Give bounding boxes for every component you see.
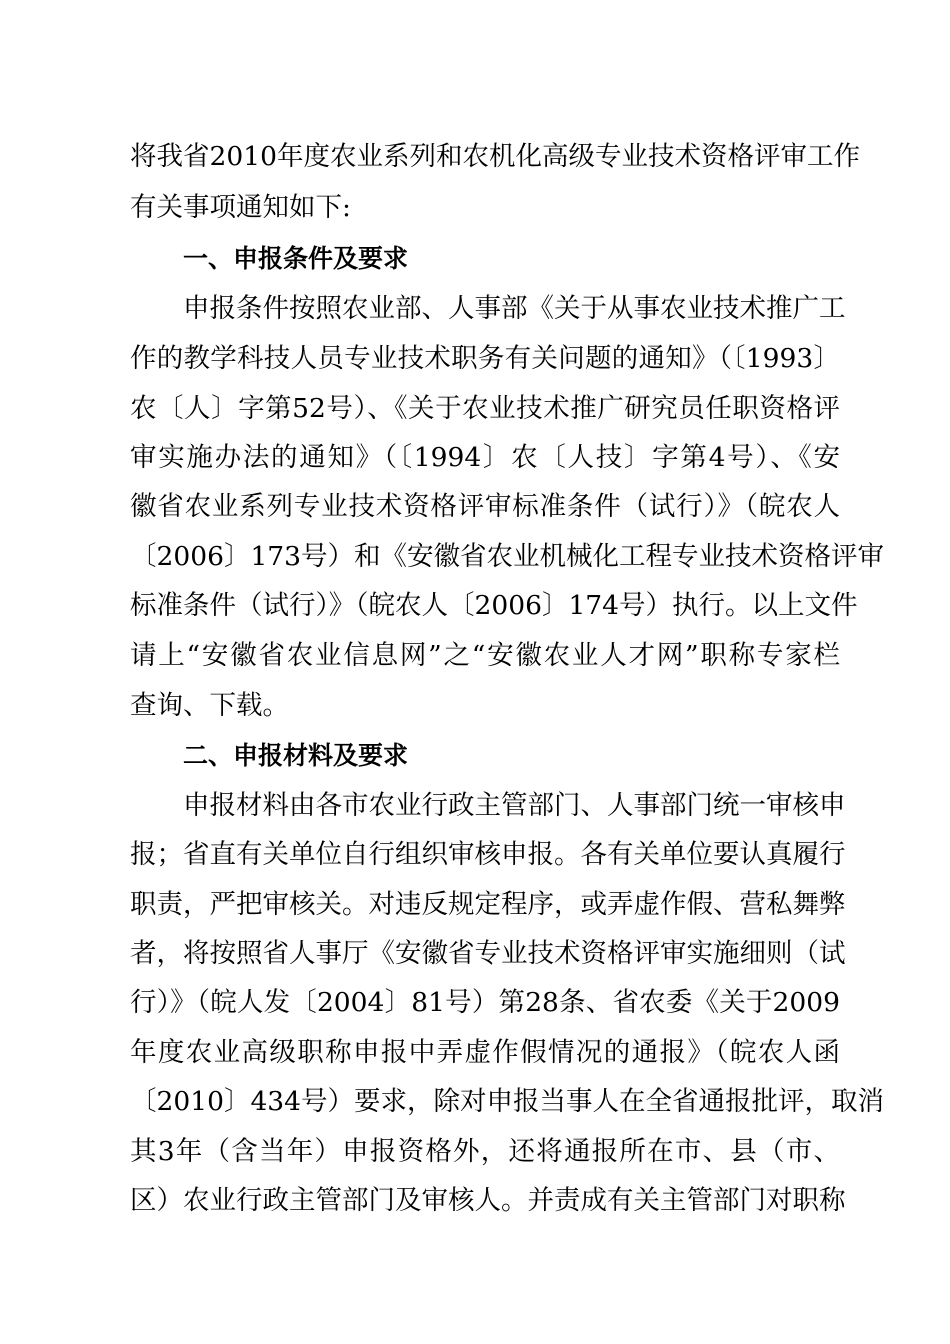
section-2-heading: 二、申报材料及要求 xyxy=(183,741,409,770)
section-1-line-2: 作的教学科技人员专业技术职务有关问题的通知》（〔1993〕 xyxy=(130,343,840,374)
intro-line-2: 有关事项通知如下: xyxy=(130,192,351,223)
section-2-line-1: 申报材料由各市农业行政主管部门、人事部门统一审核申 xyxy=(183,790,846,821)
section-1-line-4: 审实施办法的通知》（〔1994〕农〔人技〕字第4号）、《安 xyxy=(130,442,840,473)
section-2-line-9: 区）农业行政主管部门及审核人。并责成有关主管部门对职称 xyxy=(130,1185,846,1216)
section-1-line-7: 标准条件（试行）》（皖农人〔2006〕174号）执行。以上文件 xyxy=(130,590,858,621)
section-2-line-6: 年度农业高级职称申报中弄虚作假情况的通报》（皖农人函 xyxy=(130,1037,840,1068)
section-1-heading: 一、申报条件及要求 xyxy=(183,244,409,273)
section-1-line-9: 查询、下载。 xyxy=(130,690,289,721)
section-2-line-8: 其3年（含当年）申报资格外，还将通报所在市、县（市、 xyxy=(130,1136,840,1167)
section-1-line-8: 请上“安徽省农业信息网”之“安徽农业人才网”职称专家栏 xyxy=(130,640,840,671)
section-1-line-6: 〔2006〕173号）和《安徽省农业机械化工程专业技术资格评审 xyxy=(130,541,885,572)
section-1-line-3: 农〔人〕字第52号）、《关于农业技术推广研究员任职资格评 xyxy=(130,393,840,424)
intro-line-1: 将我省2010年度农业系列和农机化高级专业技术资格评审工作 xyxy=(130,141,860,172)
section-1-line-5: 徽省农业系列专业技术资格评审标准条件（试行）》（皖农人 xyxy=(130,491,840,522)
section-2-line-5: 行）》（皖人发〔2004〕81号）第28条、省农委《关于2009 xyxy=(130,987,840,1018)
section-2-line-4: 者，将按照省人事厅《安徽省专业技术资格评审实施细则（试 xyxy=(130,938,846,969)
section-2-line-2: 报；省直有关单位自行组织审核申报。各有关单位要认真履行 xyxy=(130,839,846,870)
section-2-line-7: 〔2010〕434号）要求，除对申报当事人在全省通报批评，取消 xyxy=(130,1086,885,1117)
section-1-line-1: 申报条件按照农业部、人事部《关于从事农业技术推广工 xyxy=(183,293,846,324)
section-2-line-3: 职责，严把审核关。对违反规定程序，或弄虚作假、营私舞弊 xyxy=(130,889,846,920)
